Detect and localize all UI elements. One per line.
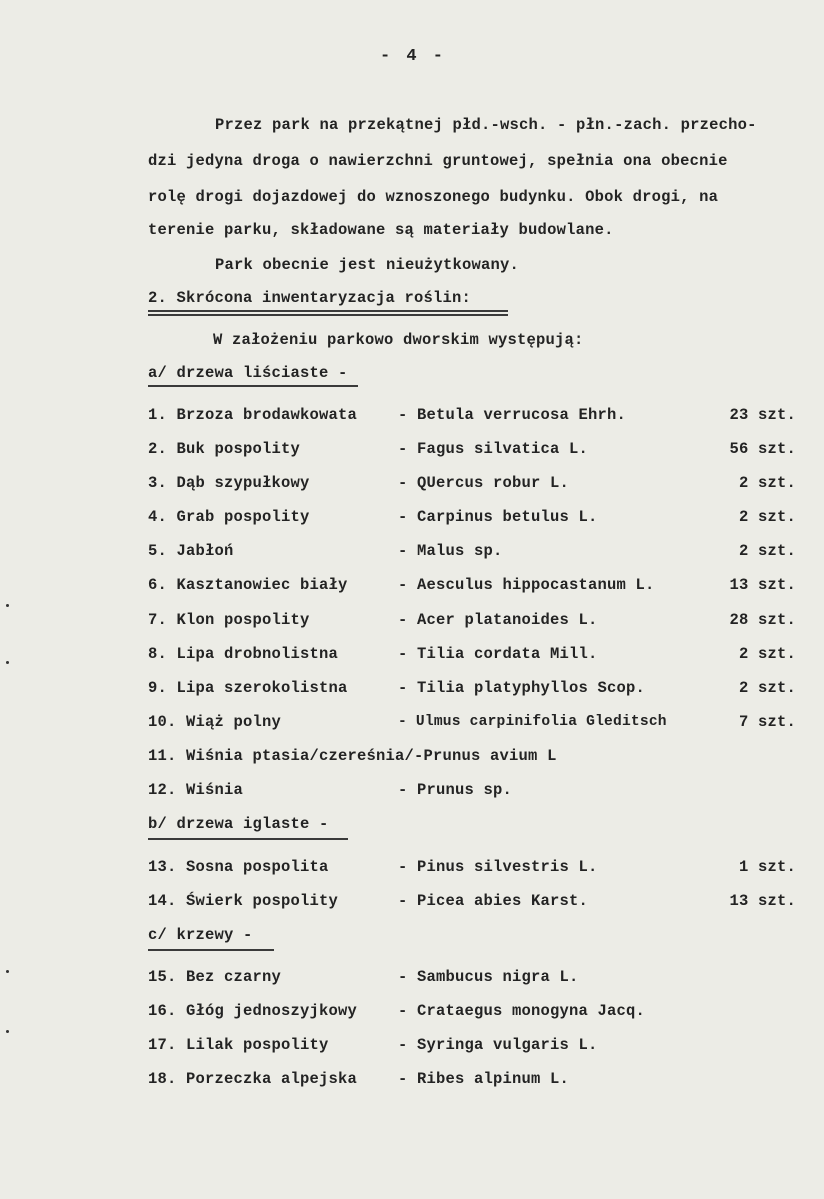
list-item-name: 1. Brzoza brodawkowata bbox=[148, 406, 358, 424]
list-item-name: 15. Bez czarny bbox=[148, 968, 282, 986]
list-item-latin: - Acer platanoides L. bbox=[398, 611, 598, 629]
list-item-name: 5. Jabłoń bbox=[148, 542, 234, 560]
list-item-latin: - Betula verrucosa Ehrh. bbox=[398, 406, 627, 424]
list-item-latin: - Malus sp. bbox=[398, 542, 503, 560]
list-item-name: 18. Porzeczka alpejska bbox=[148, 1070, 358, 1088]
section-intro: W założeniu parkowo dworskim występują: bbox=[213, 331, 584, 349]
group-heading-underline bbox=[148, 949, 274, 951]
list-item-name: 10. Wiąż polny bbox=[148, 713, 282, 731]
section-title-underline bbox=[148, 310, 508, 312]
list-item-count: 7 szt. bbox=[738, 713, 796, 731]
list-item-latin: - Carpinus betulus L. bbox=[398, 508, 598, 526]
group-heading-deciduous: a/ drzewa liściaste - bbox=[148, 364, 348, 382]
list-item-name: 3. Dąb szypułkowy bbox=[148, 474, 310, 492]
list-item-latin: - Sambucus nigra L. bbox=[398, 968, 579, 986]
intro-line-1: Przez park na przekątnej płd.-wsch. - płn.-zach. przecho- bbox=[215, 116, 757, 134]
margin-dot bbox=[6, 661, 9, 664]
intro-line-5: Park obecnie jest nieużytkowany. bbox=[215, 256, 520, 274]
list-item-name: 4. Grab pospolity bbox=[148, 508, 310, 526]
list-item-count: 2 szt. bbox=[738, 474, 796, 492]
list-item-count: 2 szt. bbox=[738, 542, 796, 560]
intro-line-4: terenie parku, składowane są materiały budowlane. bbox=[148, 221, 614, 239]
list-item-count: 28 szt. bbox=[729, 611, 796, 629]
list-item-count: 2 szt. bbox=[738, 679, 796, 697]
list-item-count: 13 szt. bbox=[729, 576, 796, 594]
list-item-latin: - Ribes alpinum L. bbox=[398, 1070, 570, 1088]
list-item-latin: - Tilia cordata Mill. bbox=[398, 645, 598, 663]
list-item-count: 2 szt. bbox=[738, 645, 796, 663]
intro-line-3: rolę drogi dojazdowej do wznoszonego budynku. Obok drogi, na bbox=[148, 188, 719, 206]
list-item-name: 8. Lipa drobnolistna bbox=[148, 645, 339, 663]
intro-line-2: dzi jedyna droga o nawierzchni gruntowej, spełnia ona obecnie bbox=[148, 152, 728, 170]
group-heading-coniferous: b/ drzewa iglaste - bbox=[148, 815, 329, 833]
list-item-latin: - Syringa vulgaris L. bbox=[398, 1036, 598, 1054]
section-title-underline-2 bbox=[148, 314, 508, 316]
list-item-name: 7. Klon pospolity bbox=[148, 611, 310, 629]
list-item-count: 56 szt. bbox=[729, 440, 796, 458]
list-item-latin: - Pinus silvestris L. bbox=[398, 858, 598, 876]
list-item-name: 11. Wiśnia ptasia/czereśnia/-Prunus avium L bbox=[148, 747, 557, 765]
list-item-latin: - Ulmus carpinifolia Gleditsch bbox=[398, 714, 667, 730]
list-item-name: 12. Wiśnia bbox=[148, 781, 244, 799]
margin-dot bbox=[6, 604, 9, 607]
list-item-name: 6. Kasztanowiec biały bbox=[148, 576, 348, 594]
list-item-count: 2 szt. bbox=[738, 508, 796, 526]
list-item-name: 16. Głóg jednoszyjkowy bbox=[148, 1002, 358, 1020]
group-heading-underline bbox=[148, 385, 358, 387]
list-item-latin: - Aesculus hippocastanum L. bbox=[398, 576, 655, 594]
list-item-latin: - Tilia platyphyllos Scop. bbox=[398, 679, 646, 697]
group-heading-underline bbox=[148, 838, 348, 840]
list-item-count: 23 szt. bbox=[729, 406, 796, 424]
list-item-latin: - Crataegus monogyna Jacq. bbox=[398, 1002, 646, 1020]
list-item-latin: - Picea abies Karst. bbox=[398, 892, 589, 910]
group-heading-shrubs: c/ krzewy - bbox=[148, 926, 253, 944]
list-item-name: 9. Lipa szerokolistna bbox=[148, 679, 348, 697]
list-item-name: 13. Sosna pospolita bbox=[148, 858, 329, 876]
list-item-name: 14. Świerk pospolity bbox=[148, 892, 339, 910]
list-item-latin: - Prunus sp. bbox=[398, 781, 513, 799]
list-item-name: 17. Lilak pospolity bbox=[148, 1036, 329, 1054]
list-item-latin: - QUercus robur L. bbox=[398, 474, 570, 492]
margin-dot bbox=[6, 1030, 9, 1033]
page-number: - 4 - bbox=[380, 47, 447, 66]
list-item-count: 13 szt. bbox=[729, 892, 796, 910]
section-title: 2. Skrócona inwentaryzacja roślin: bbox=[148, 289, 472, 307]
list-item-name: 2. Buk pospolity bbox=[148, 440, 301, 458]
list-item-count: 1 szt. bbox=[738, 858, 796, 876]
list-item-latin: - Fagus silvatica L. bbox=[398, 440, 589, 458]
margin-dot bbox=[6, 970, 9, 973]
